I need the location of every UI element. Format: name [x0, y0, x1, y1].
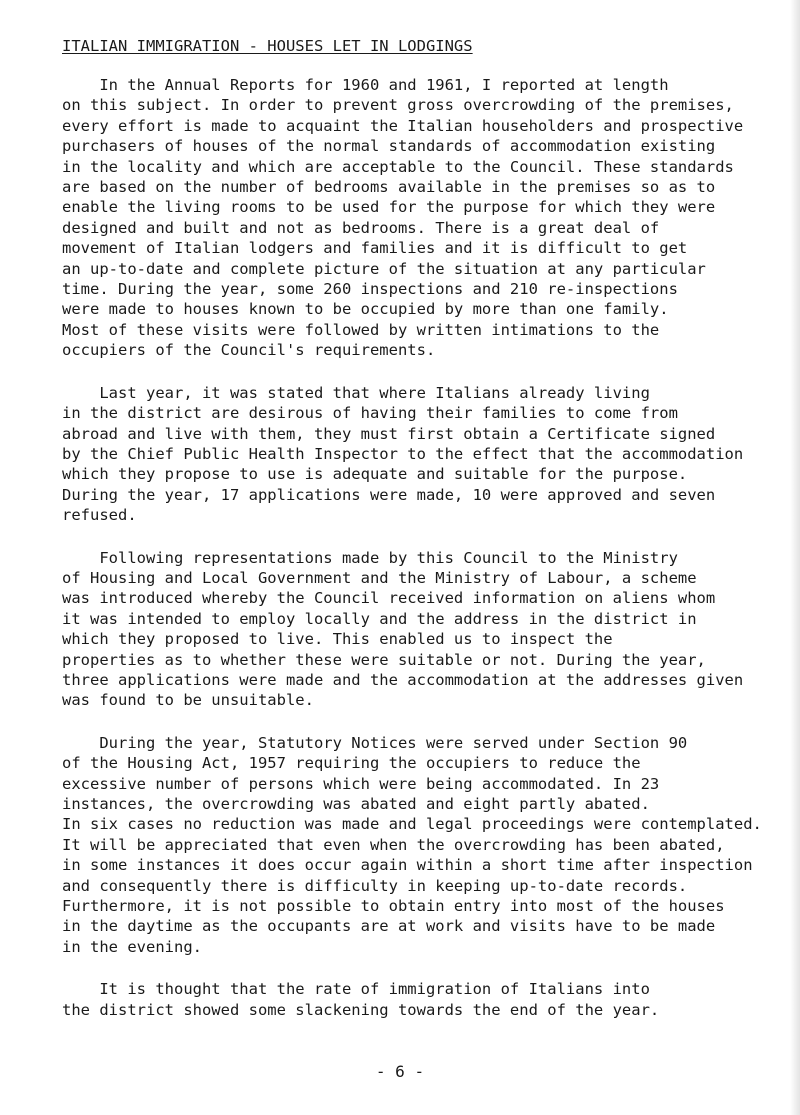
text-line: and consequently there is difficulty in keeping up-to-date records. [62, 876, 688, 895]
text-line: In six cases no reduction was made and legal proceedings were contemplated. [62, 815, 762, 834]
paragraph [62, 979, 780, 1020]
text-line: purchasers of houses of the normal standards of accommodation existing [62, 137, 716, 156]
paragraph [62, 75, 780, 361]
text-line: Following representations made by this Council to the Ministry [62, 548, 678, 567]
report-page [62, 36, 780, 1042]
text-line: excessive number of persons which were being accommodated. In 23 [62, 774, 660, 793]
text-line: three applications were made and the accommodation at the addresses given [62, 670, 744, 689]
text-line: in the evening. [62, 937, 202, 956]
text-line: refused. [62, 506, 137, 525]
text-line: Furthermore, it is not possible to obtain entry into most of the houses [62, 897, 725, 916]
text-line: of the Housing Act, 1957 requiring the occupiers to reduce the [62, 754, 641, 773]
text-line: in the district are desirous of having their families to come from [62, 404, 678, 423]
paragraph [62, 733, 780, 957]
text-line: was found to be unsuitable. [62, 691, 314, 710]
text-line: in the daytime as the occupants are at work and visits have to be made [62, 917, 716, 936]
text-line: it was intended to employ locally and the address in the district in [62, 609, 697, 628]
text-line: time. During the year, some 260 inspections and 210 re-inspections [62, 280, 678, 299]
text-line: During the year, 17 applications were made, 10 were approved and seven [62, 485, 716, 504]
text-line: are based on the number of bedrooms available in the premises so as to [62, 178, 716, 197]
text-line: which they proposed to live. This enabled us to inspect the [62, 630, 613, 649]
paragraph [62, 548, 780, 711]
text-line: in the locality and which are acceptable to the Council. These standards [62, 157, 734, 176]
text-line: properties as to whether these were suitable or not. During the year, [62, 650, 706, 669]
paragraph [62, 383, 780, 526]
text-line: designed and built and not as bedrooms. There is a great deal of [62, 218, 660, 237]
text-line: occupiers of the Council's requirements. [62, 341, 436, 360]
text-line: every effort is made to acquaint the Italian householders and prospective [62, 116, 744, 135]
text-line: of Housing and Local Government and the Ministry of Labour, a scheme [62, 568, 697, 587]
body-text [62, 75, 780, 1020]
text-line: on this subject. In order to prevent gross overcrowding of the premises, [62, 96, 734, 115]
text-line: abroad and live with them, they must first obtain a Certificate signed [62, 424, 716, 443]
text-line: enable the living rooms to be used for the purpose for which they were [62, 198, 716, 217]
text-line: During the year, Statutory Notices were served under Section 90 [62, 733, 688, 752]
text-line: by the Chief Public Health Inspector to the effect that the accommodation [62, 444, 744, 463]
text-line: an up-to-date and complete picture of the situation at any particular [62, 259, 706, 278]
text-line: It will be appreciated that even when the overcrowding has been abated, [62, 835, 725, 854]
text-line: in some instances it does occur again within a short time after inspection [62, 856, 753, 875]
page-number: - 6 - [375, 1062, 425, 1081]
text-line: instances, the overcrowding was abated and eight partly abated. [62, 795, 650, 813]
section-heading: ITALIAN IMMIGRATION - HOUSES LET IN LODGINGS [62, 37, 473, 55]
text-line: In the Annual Reports for 1960 and 1961, I reported at length [62, 76, 669, 94]
text-line: Last year, it was stated that where Italians already living [62, 383, 650, 402]
text-line: It is thought that the rate of immigration of Italians into [62, 980, 650, 999]
text-line: was introduced whereby the Council received information on aliens whom [62, 589, 716, 608]
text-line: the district showed some slackening towards the end of the year. [62, 1000, 660, 1019]
text-line: Most of these visits were followed by written intimations to the [62, 320, 660, 339]
text-line: which they propose to use is adequate and suitable for the purpose. [62, 465, 688, 484]
text-line: were made to houses known to be occupied by more than one family. [62, 300, 669, 319]
scan-edge-shadow [790, 0, 800, 1115]
text-line: movement of Italian lodgers and families and it is difficult to get [62, 239, 688, 258]
